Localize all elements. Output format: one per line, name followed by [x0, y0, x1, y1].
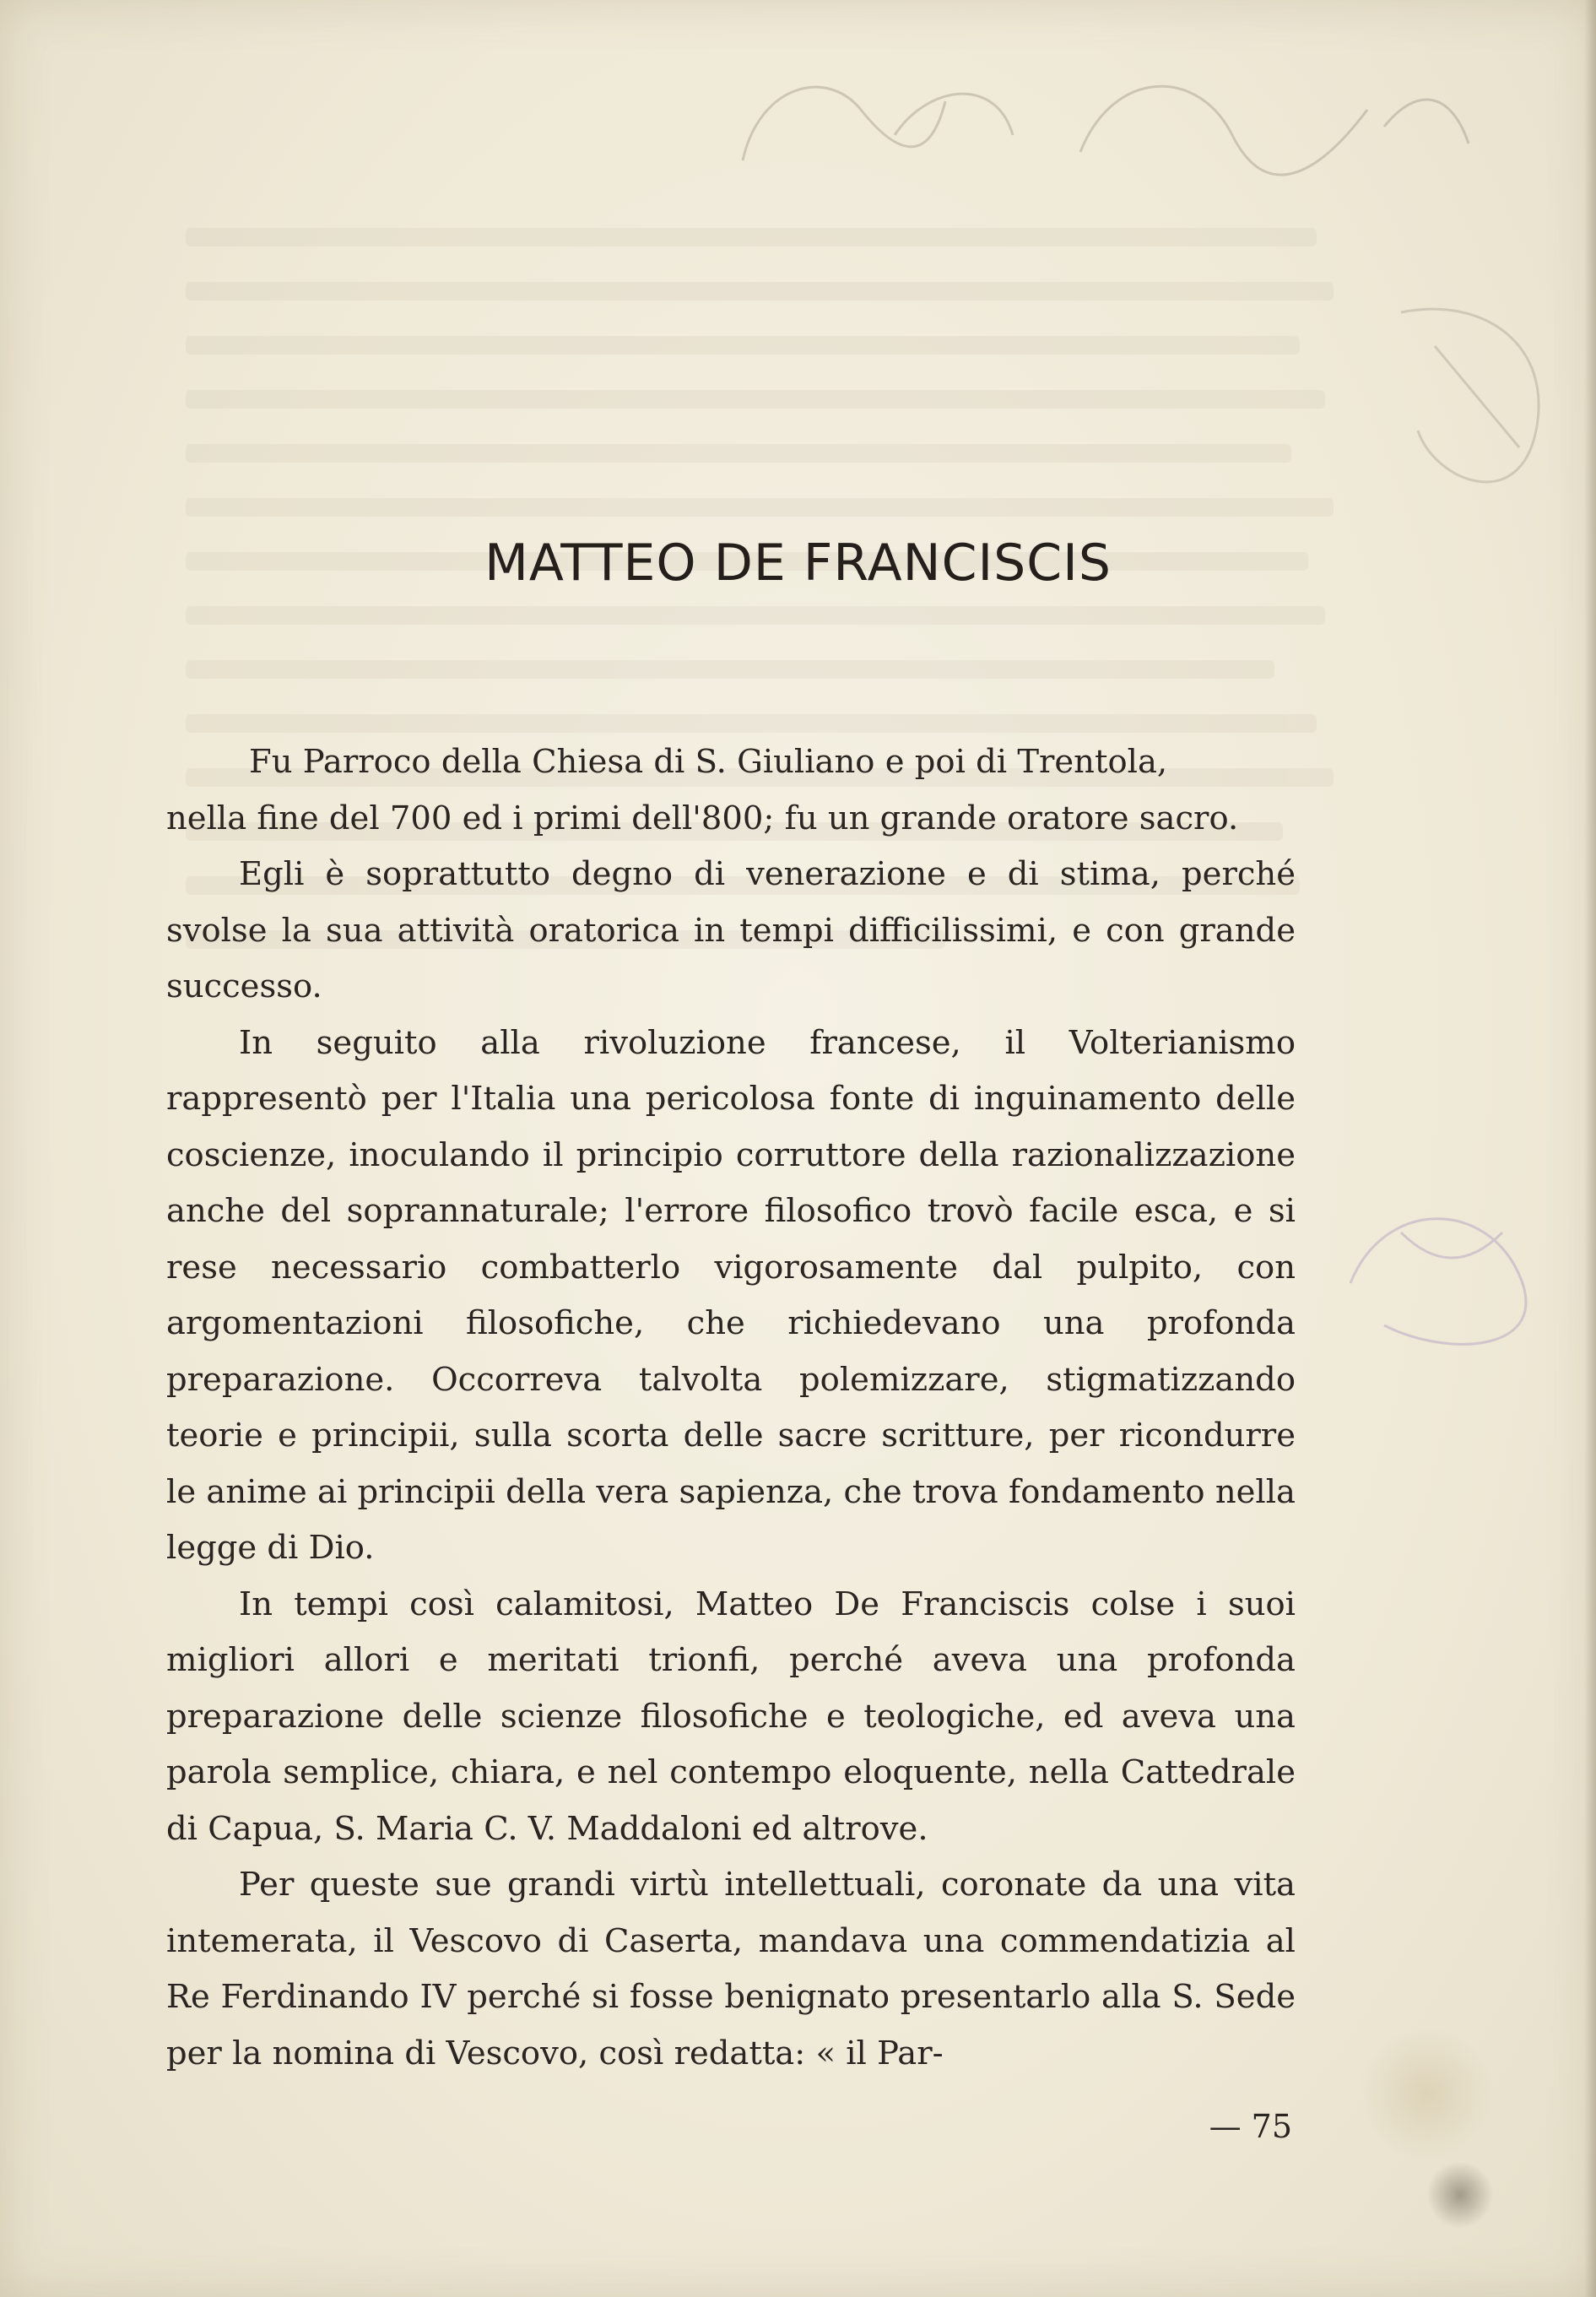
pencil-doodle-top-icon	[726, 34, 1485, 203]
stain-mark	[1359, 2026, 1494, 2161]
body-text	[166, 734, 1296, 2082]
paragraph: In seguito alla rivoluzione francese, il Volterianismo rappresentò per l'Italia una pericolosa fonte di inguinamento delle coscienze, inoculando il principio corruttore della razionalizzazione anche del soprannaturale; l'errore filosofico trovò facile esca, e si rese necessario combatterlo vigorosamente dal pulpito, con argomentazioni filosofiche, che richiedevano una profonda preparazione. Occorreva talvolta polemizzare, stigmatizzando teorie e principii, sulla scorta delle sacre scritture, per ricondurre le anime ai principii della vera sapienza, che trova fondamento nella legge di Dio.	[166, 1023, 1296, 1567]
stain-mark	[1426, 2161, 1494, 2229]
paragraph: Egli è soprattutto degno di venerazione e di stima, perché svolse la sua attività oratorica in tempi difficilissimi, e con grande successo.	[166, 855, 1296, 1005]
pencil-doodle-right-icon	[1384, 279, 1570, 498]
paragraph: In tempi così calamitosi, Matteo De Franciscis colse i suoi migliori allori e meritati trionfi, perché aveva una profonda preparazione delle scienze filosofiche e teologiche, ed aveva una parola semplice, chiara, e nel contempo eloquente, nella Cattedrale di Capua, S. Maria C. V. Maddaloni ed altrove.	[166, 1585, 1296, 1848]
page-edge-shadow	[1584, 0, 1596, 2297]
paragraph: Per queste sue grandi virtù intellettuali, coronate da una vita intemerata, il Vescovo di Caserta, mandava una commendatizia al Re Ferdinando IV perché si fosse benignato presentarlo alla S. Sede per la nomina di Vescovo, così redatta: « il Par-	[166, 1866, 1296, 2072]
paragraph: Fu Parroco della Chiesa di S. Giuliano e poi di Trentola, nella fine del 700 ed i primi dell'800; fu un grande oratore sacro.	[166, 743, 1239, 837]
page-title: MATTEO DE FRANCISCIS	[484, 534, 1112, 593]
page-number: — 75	[1209, 2108, 1292, 2145]
ink-doodle-purple-icon	[1334, 1182, 1553, 1368]
